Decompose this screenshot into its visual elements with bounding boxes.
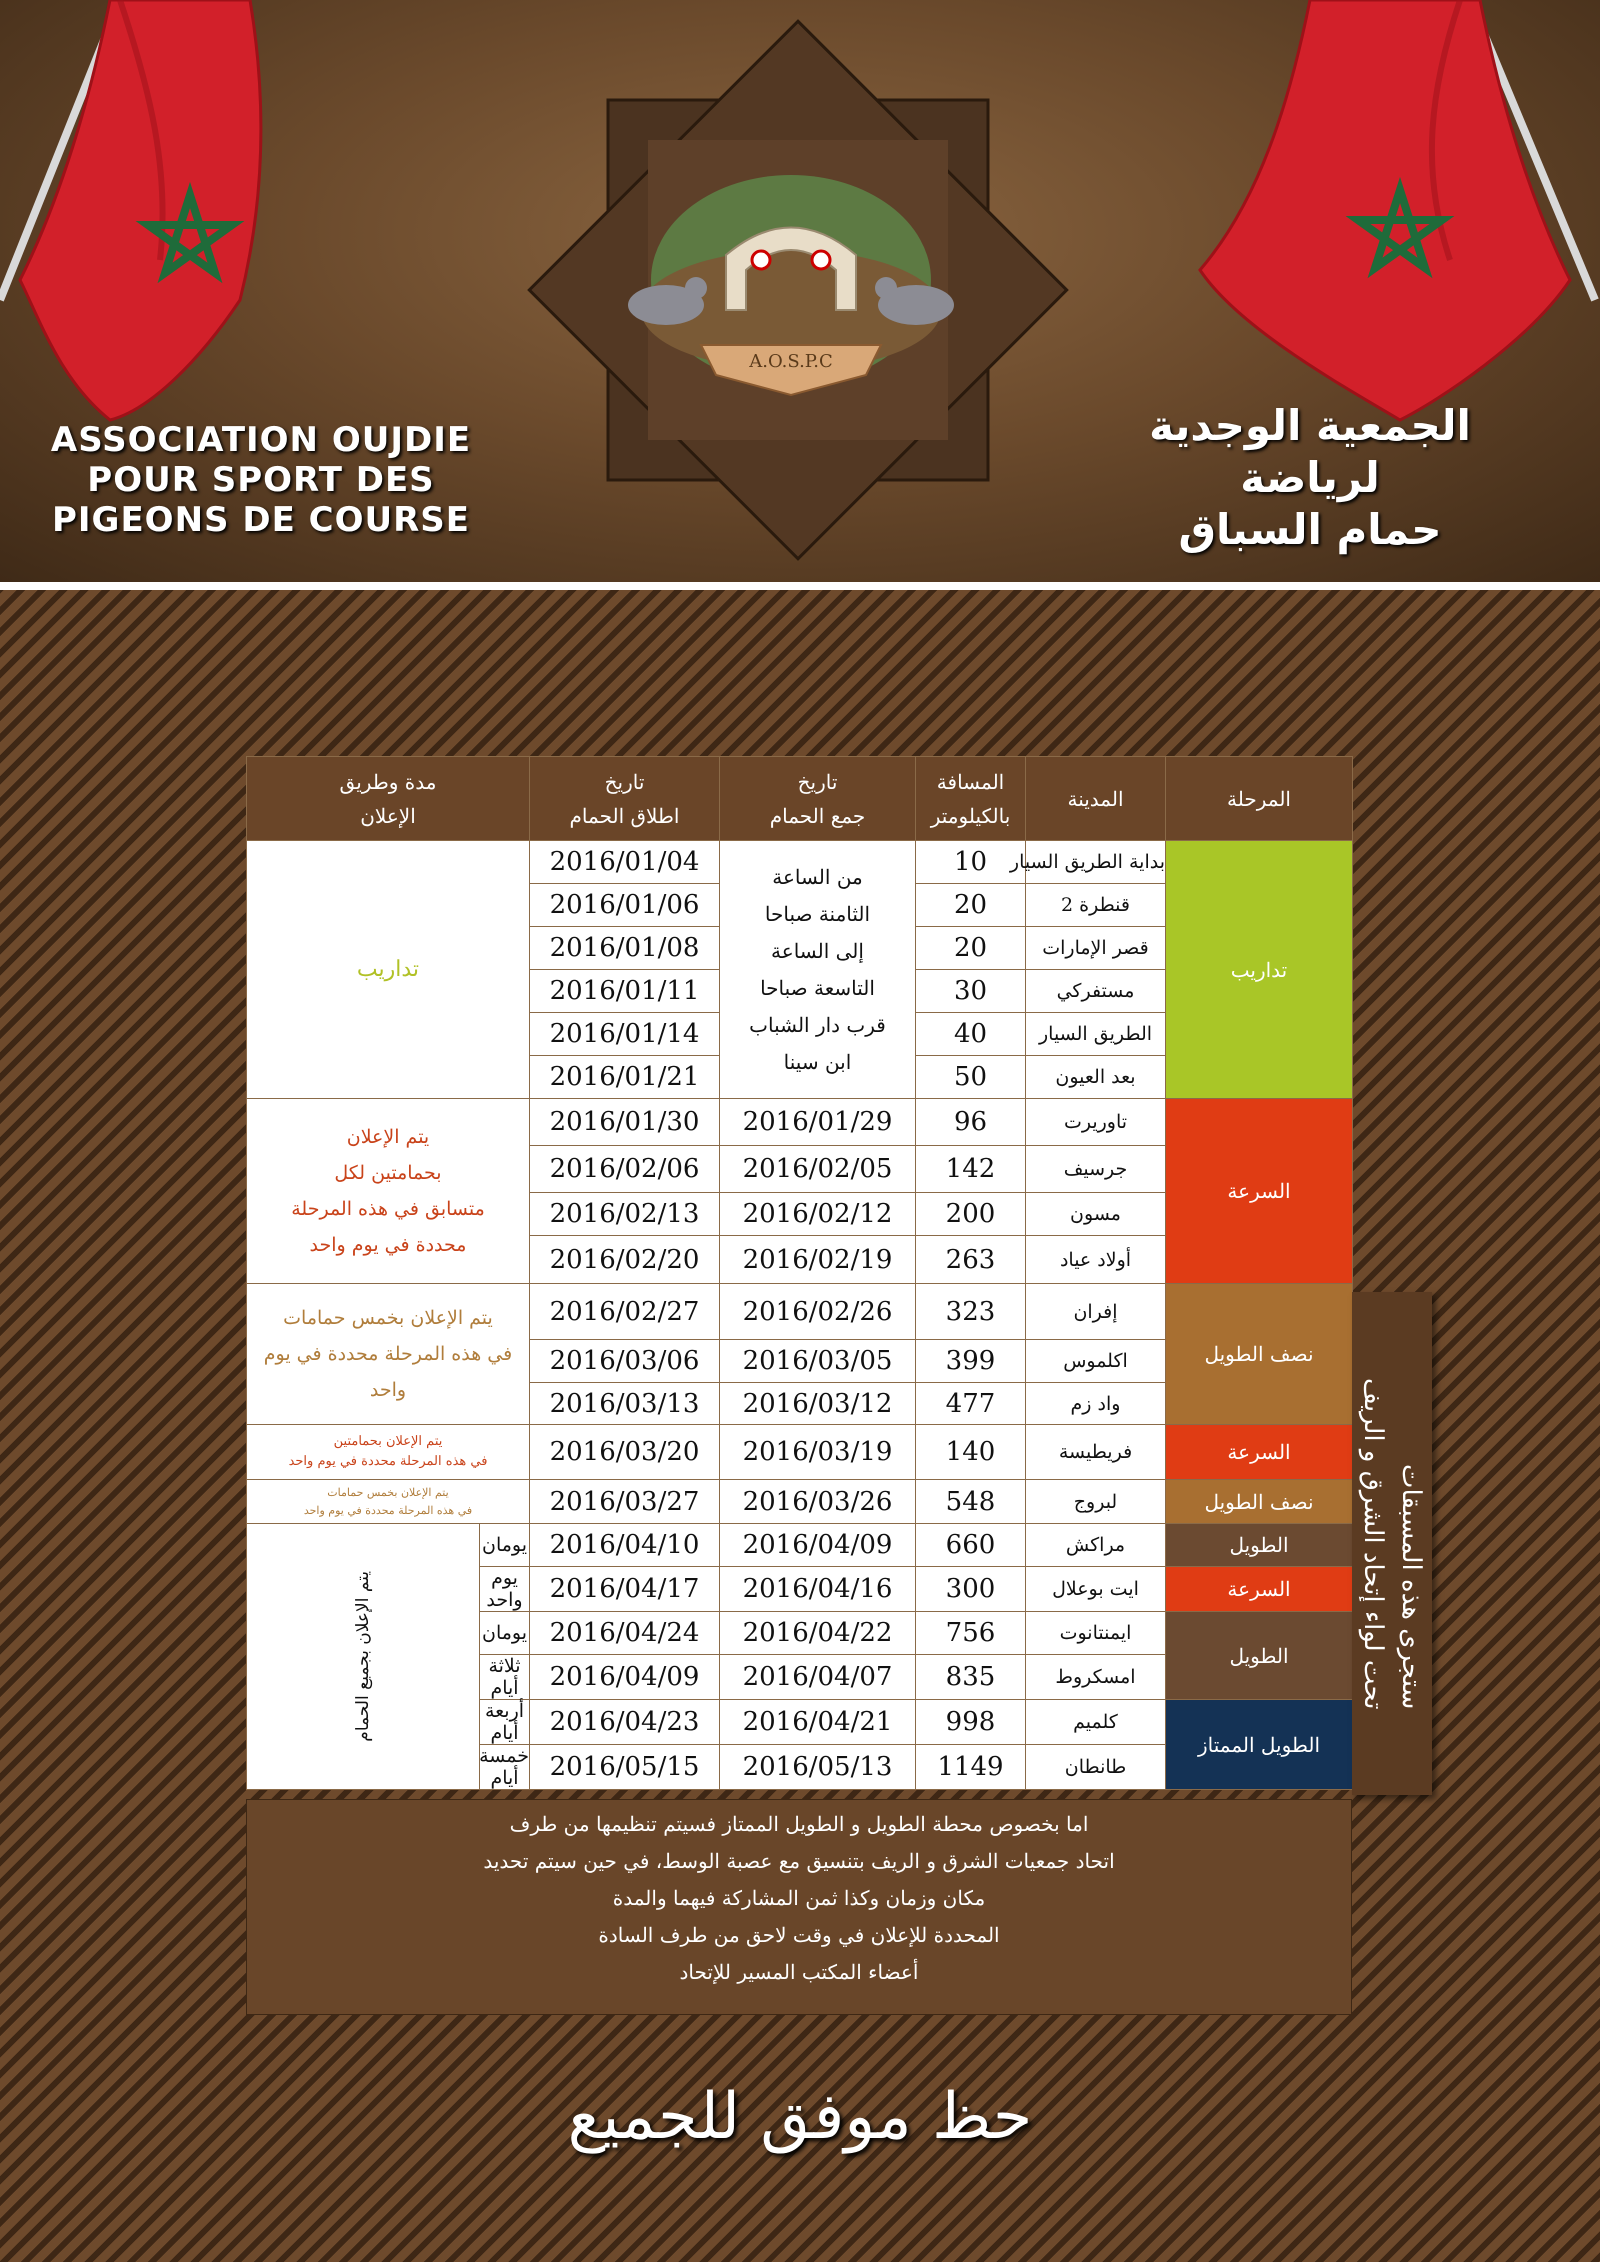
release-date-cell: 2016/03/06 xyxy=(530,1340,720,1383)
duration-cell: يوم واحد xyxy=(480,1567,530,1612)
gather-date-cell: 2016/03/12 xyxy=(720,1383,916,1425)
release-date-cell: 2016/04/17 xyxy=(530,1567,720,1612)
race-schedule-table xyxy=(246,756,1353,1790)
distance-cell: 10 xyxy=(916,841,1026,884)
distance-cell: 300 xyxy=(916,1567,1026,1612)
arabic-title: الجمعية الوجدية لرياضة حمام السباق xyxy=(1149,401,1471,554)
city-cell: بداية الطريق السيار xyxy=(1026,841,1166,884)
distance-cell: 142 xyxy=(916,1146,1026,1193)
gather-date-cell: 2016/04/22 xyxy=(720,1612,916,1655)
declaration-all-pigeons: يتم الإعلان بجميع الحمام xyxy=(247,1524,480,1790)
city-cell: إفران xyxy=(1026,1284,1166,1340)
table-row xyxy=(247,1524,1353,1567)
distance-cell: 40 xyxy=(916,1013,1026,1056)
distance-cell: 998 xyxy=(916,1700,1026,1745)
distance-cell: 140 xyxy=(916,1425,1026,1480)
duration-cell: خمسة أيام xyxy=(479,1745,529,1789)
distance-cell: 323 xyxy=(916,1284,1026,1340)
distance-cell: 20 xyxy=(916,884,1026,927)
declaration-semi-small: يتم الإعلان بخمس حمامات في هذه المرحلة محددة في يوم واحد xyxy=(247,1480,530,1524)
stage-speed: السرعة xyxy=(1166,1099,1353,1284)
stage-speed: السرعة xyxy=(1166,1567,1353,1612)
header-stage: المرحلة xyxy=(1166,757,1353,841)
logo-text: A.O.S.P.C xyxy=(749,351,833,372)
table-row xyxy=(247,1099,1353,1146)
gather-date-cell: 2016/02/12 xyxy=(720,1193,916,1236)
declaration-speed: يتم الإعلان بحمامتين لكل متسابق في هذه المرحلة محددة في يوم واحد xyxy=(247,1099,530,1284)
release-date-cell: 2016/02/27 xyxy=(530,1284,720,1340)
header-release-date: تاريخ اطلاق الحمام xyxy=(530,757,720,841)
french-title: ASSOCIATION OUJDIE POUR SPORT DES PIGEONS DE COURSE xyxy=(50,420,472,540)
gather-training-cell: من الساعة الثامنة صباحا إلى الساعة التاسعة صباحا قرب دار الشباب ابن سينا xyxy=(720,841,916,1099)
release-date-cell: 2016/01/21 xyxy=(530,1056,720,1099)
city-cell: مستفركي xyxy=(1026,970,1166,1013)
gather-date-cell: 2016/03/19 xyxy=(720,1425,916,1480)
table-row xyxy=(247,1480,1353,1524)
gather-date-cell: 2016/04/09 xyxy=(720,1524,916,1567)
association-logo xyxy=(596,160,986,400)
city-cell: واد زم xyxy=(1026,1383,1166,1425)
distance-cell: 30 xyxy=(916,970,1026,1013)
header-distance: المسافة بالكيلومتر xyxy=(916,757,1026,841)
city-cell: أولاد عياد xyxy=(1026,1236,1166,1284)
release-date-cell: 2016/04/23 xyxy=(530,1700,720,1745)
gather-date-cell: 2016/05/13 xyxy=(720,1745,916,1790)
release-date-cell: 2016/01/11 xyxy=(530,970,720,1013)
release-date-cell: 2016/01/04 xyxy=(530,841,720,884)
gather-date-cell: 2016/04/16 xyxy=(720,1567,916,1612)
release-date-cell: 2016/03/20 xyxy=(530,1425,720,1480)
city-cell: تاوريرت xyxy=(1026,1099,1166,1146)
city-cell: كلميم xyxy=(1026,1700,1166,1745)
release-date-cell: 2016/04/09 xyxy=(530,1655,720,1700)
distance-cell: 1149 xyxy=(916,1745,1026,1790)
table-row xyxy=(247,841,1353,884)
stage-extra-long: الطويل الممتاز xyxy=(1166,1700,1353,1790)
distance-cell: 660 xyxy=(916,1524,1026,1567)
side-note-panel xyxy=(1352,1292,1432,1795)
gather-date-cell: 2016/02/26 xyxy=(720,1284,916,1340)
table-row xyxy=(247,1425,1353,1480)
city-cell: لبروج xyxy=(1026,1480,1166,1524)
distance-cell: 548 xyxy=(916,1480,1026,1524)
release-date-cell: 2016/04/24 xyxy=(530,1612,720,1655)
morocco-flag-left xyxy=(0,0,260,420)
gather-date-cell: 2016/02/19 xyxy=(720,1236,916,1284)
release-date-cell: 2016/01/06 xyxy=(530,884,720,927)
distance-cell: 200 xyxy=(916,1193,1026,1236)
distance-cell: 756 xyxy=(916,1612,1026,1655)
morocco-flag-right xyxy=(1200,0,1600,420)
release-date-cell: 2016/02/13 xyxy=(530,1193,720,1236)
declaration-speed-small: يتم الإعلان بحمامتين في هذه المرحلة محددة في يوم واحد xyxy=(247,1425,530,1480)
header-declaration: مدة وطريق الإعلان xyxy=(247,757,530,841)
release-date-cell: 2016/02/20 xyxy=(530,1236,720,1284)
distance-cell: 835 xyxy=(916,1655,1026,1700)
gather-date-cell: 2016/04/07 xyxy=(720,1655,916,1700)
release-date-cell: 2016/02/06 xyxy=(530,1146,720,1193)
stage-semi-long: نصف الطويل xyxy=(1166,1284,1353,1425)
distance-cell: 263 xyxy=(916,1236,1026,1284)
city-cell: جرسيف xyxy=(1026,1146,1166,1193)
release-date-cell: 2016/01/08 xyxy=(530,927,720,970)
side-note-text: ستجرى هذه المسبقات تحت لواء إتحاد الشرق و الريف xyxy=(1358,1377,1426,1710)
city-cell: طانطان xyxy=(1026,1745,1166,1790)
release-date-cell: 2016/01/30 xyxy=(530,1099,720,1146)
city-cell: ايت بوعلال xyxy=(1026,1567,1166,1612)
city-cell: الطريق السيار xyxy=(1026,1013,1166,1056)
good-luck-message: حظ موفق للجميع xyxy=(567,2080,1033,2154)
city-cell: بعد العيون xyxy=(1026,1056,1166,1099)
banner-divider xyxy=(0,582,1600,590)
gather-date-cell: 2016/01/29 xyxy=(720,1099,916,1146)
distance-cell: 20 xyxy=(916,927,1026,970)
city-cell: مراكش xyxy=(1026,1524,1166,1567)
header-banner xyxy=(0,0,1600,582)
city-cell: مسون xyxy=(1026,1193,1166,1236)
stage-long: الطويل xyxy=(1166,1612,1353,1700)
distance-cell: 477 xyxy=(916,1383,1026,1425)
city-cell: امسكروط xyxy=(1026,1655,1166,1700)
stage-training: تداريب xyxy=(1166,841,1353,1099)
header-gather-date: تاريخ جمع الحمام xyxy=(720,757,916,841)
gather-date-cell: 2016/03/26 xyxy=(720,1480,916,1524)
gather-date-cell: 2016/03/05 xyxy=(720,1340,916,1383)
release-date-cell: 2016/05/15 xyxy=(530,1745,720,1790)
release-date-cell: 2016/01/14 xyxy=(530,1013,720,1056)
stage-speed: السرعة xyxy=(1166,1425,1353,1480)
duration-cell: أربعة أيام xyxy=(480,1700,530,1745)
declaration-semi-long: يتم الإعلان بخمس حمامات في هذه المرحلة محددة في يوم واحد xyxy=(247,1284,530,1425)
stage-semi-long: نصف الطويل xyxy=(1166,1480,1353,1524)
gather-date-cell: 2016/04/21 xyxy=(720,1700,916,1745)
city-cell: ايمنتانوت xyxy=(1026,1612,1166,1655)
duration-cell: يومان xyxy=(480,1612,530,1655)
duration-cell: ثلاثة أيام xyxy=(480,1655,530,1700)
city-cell: قنطرة 2 xyxy=(1026,884,1166,927)
release-date-cell: 2016/04/10 xyxy=(530,1524,720,1567)
declaration-training: تداريب xyxy=(247,841,530,1099)
city-cell: اكلموس xyxy=(1026,1340,1166,1383)
release-date-cell: 2016/03/27 xyxy=(530,1480,720,1524)
table-header-row xyxy=(247,757,1353,841)
gather-date-cell: 2016/02/05 xyxy=(720,1146,916,1193)
distance-cell: 96 xyxy=(916,1099,1026,1146)
duration-cell: يومان xyxy=(480,1524,530,1567)
distance-cell: 50 xyxy=(916,1056,1026,1099)
footer-note: اما بخصوص محطة الطويل و الطويل الممتاز فسيتم تنظيمها من طرف اتحاد جمعيات الشرق و الريف بتنسيق مع عصبة الوسط، في حين سيتم تحديد مكان وزمان وكذا ثمن المشاركة فيهما والمدة المحددة للإعلان في وقت لاحق من طرف السادة أعضاء المكتب المسير للإتحاد xyxy=(246,1799,1352,2015)
city-cell: فريطيسة xyxy=(1026,1425,1166,1480)
table-row xyxy=(247,1284,1353,1340)
distance-cell: 399 xyxy=(916,1340,1026,1383)
release-date-cell: 2016/03/13 xyxy=(530,1383,720,1425)
header-city: المدينة xyxy=(1026,757,1166,841)
city-cell: قصر الإمارات xyxy=(1026,927,1166,970)
stage-long: الطويل xyxy=(1166,1524,1353,1567)
